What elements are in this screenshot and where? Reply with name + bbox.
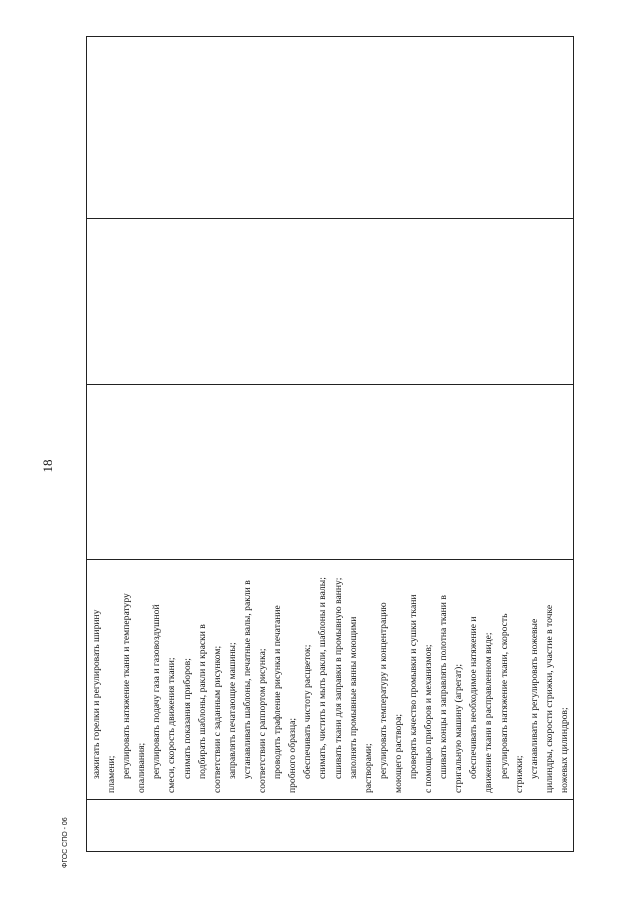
skill-line: стрижки; — [513, 755, 525, 793]
skill-line: устанавливать и регулировать ножевые — [528, 618, 540, 779]
skill-line: заполнять промывные ванны моющими — [347, 616, 359, 779]
skill-line: регулировать натяжение ткани и температуру — [121, 593, 133, 779]
rotated-table-container — [86, 37, 574, 852]
table-cell-empty — [87, 219, 574, 385]
skill-line: заправлять печатающие машины; — [226, 642, 238, 779]
skill-line: стригальную машину (агрегат); — [453, 664, 465, 793]
table-row — [87, 37, 574, 852]
skill-line: цилиндры, скорости стрижки, участие в точке — [543, 604, 555, 793]
skill-line: устанавливать шаблоны, печатные валы, ракли в — [241, 580, 253, 779]
page-number: 18 — [40, 459, 55, 473]
table-cell-index — [87, 800, 574, 852]
table-cell-empty — [87, 37, 574, 219]
skill-line: проверять качество промывки и сушки ткани — [407, 594, 419, 779]
skill-line: пробного образца; — [287, 717, 299, 793]
skill-line: регулировать температуру и концентрацию — [377, 602, 389, 779]
skill-line: снимать показания приборов; — [181, 658, 193, 779]
skill-line: пламени; — [106, 755, 118, 793]
skills-list — [87, 560, 572, 799]
skill-line: движение ткани в расправленном виде; — [483, 632, 495, 793]
skill-line: сшивать концы и заправлять полотна ткани в — [438, 595, 450, 779]
footer-code: ФГОС СПО - 06 — [62, 817, 69, 868]
table-cell-empty — [87, 385, 574, 560]
skill-line: сшивать ткани для заправки в промывную ванну; — [332, 577, 344, 779]
skill-line: соответствии с раппортом рисунка; — [257, 648, 269, 793]
table-cell-skills — [87, 560, 574, 800]
skill-line: проводить трафление рисунка и печатание — [272, 605, 284, 779]
skill-line: смеси, скорость движения ткани; — [166, 657, 178, 793]
competency-table — [86, 36, 574, 852]
skill-line: обеспечивать чистоту расцветок; — [302, 644, 314, 779]
skill-line: опаливания; — [136, 742, 148, 793]
skill-line: с помощью приборов и механизмов; — [423, 644, 435, 793]
skill-line: растворами; — [362, 743, 374, 793]
skill-line: моющего раствора; — [392, 713, 404, 793]
skill-line: ножевых цилиндров; — [558, 707, 570, 793]
skill-line: подбирать шаблоны, ракли и краски в — [196, 624, 208, 779]
skill-line: снимать, чистить и мыть ракли, шаблоны и валы; — [317, 577, 329, 779]
skill-line: зажигать горелки и регулировать ширину — [91, 609, 102, 779]
skill-line: соответствии с заданным рисунком; — [211, 645, 223, 793]
skill-line: обеспечивать необходимое натяжение и — [468, 616, 480, 779]
skill-line: регулировать натяжение ткани, скорость — [498, 613, 510, 779]
skill-line: регулировать подачу газа и газовоздушной — [151, 604, 163, 779]
